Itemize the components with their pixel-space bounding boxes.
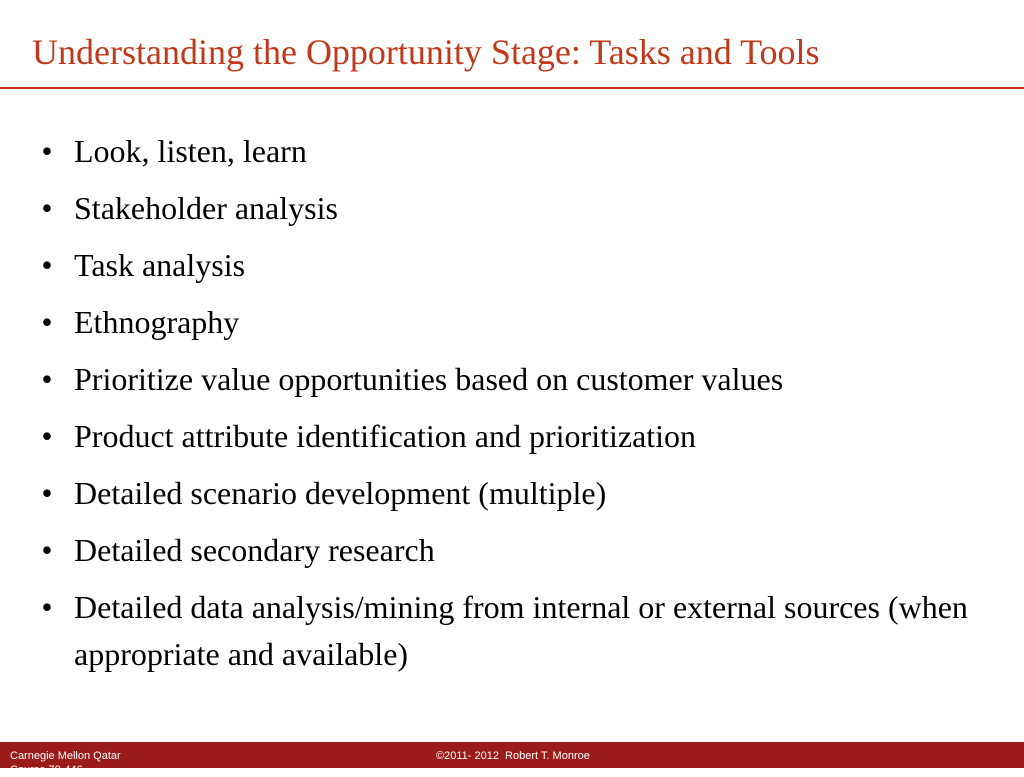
- bullet-text: Detailed scenario development (multiple): [74, 475, 607, 511]
- bullet-point-icon: •: [41, 475, 53, 511]
- bullet-item: [32, 242, 992, 289]
- bullet-text: Stakeholder analysis: [74, 190, 338, 226]
- bullet-point-icon: •: [41, 532, 53, 568]
- bullet-item: [32, 470, 992, 517]
- bullet-text: Ethnography: [74, 304, 240, 340]
- bullet-item: [32, 128, 992, 175]
- title-divider: [0, 87, 1024, 89]
- bullet-text: Product attribute identification and prioritization: [74, 418, 697, 454]
- bullet-text: Look, listen, learn: [74, 133, 307, 169]
- footer-organization: Carnegie Mellon Qatar: [10, 750, 121, 762]
- bullet-item: [32, 185, 992, 232]
- bullet-text: Task analysis: [74, 247, 246, 283]
- footer-copyright: ©2011- 2012 Robert T. Monroe: [436, 750, 590, 762]
- bullet-point-icon: •: [41, 133, 53, 169]
- bullet-point-icon: •: [41, 247, 53, 283]
- bullet-list: [32, 128, 992, 688]
- bullet-point-icon: •: [41, 418, 53, 454]
- bullet-text: Detailed data analysis/mining from internal or external sources (when appropriate and available): [74, 589, 968, 672]
- bullet-item: [32, 356, 992, 403]
- bullet-point-icon: •: [41, 589, 53, 625]
- bullet-point-icon: •: [41, 304, 53, 340]
- bullet-point-icon: •: [41, 361, 53, 397]
- bullet-item: [32, 413, 992, 460]
- bullet-item: [32, 527, 992, 574]
- bullet-text: Prioritize value opportunities based on customer values: [74, 361, 784, 397]
- footer-bar: [0, 742, 1024, 776]
- bullet-point-icon: •: [41, 190, 53, 226]
- slide-title: Understanding the Opportunity Stage: Tasks and Tools: [32, 32, 820, 72]
- bullet-text: Detailed secondary research: [74, 532, 435, 568]
- bullet-item: [32, 299, 992, 346]
- bullet-item: [32, 584, 992, 678]
- footer-course-label: Course 70-446: [10, 764, 83, 776]
